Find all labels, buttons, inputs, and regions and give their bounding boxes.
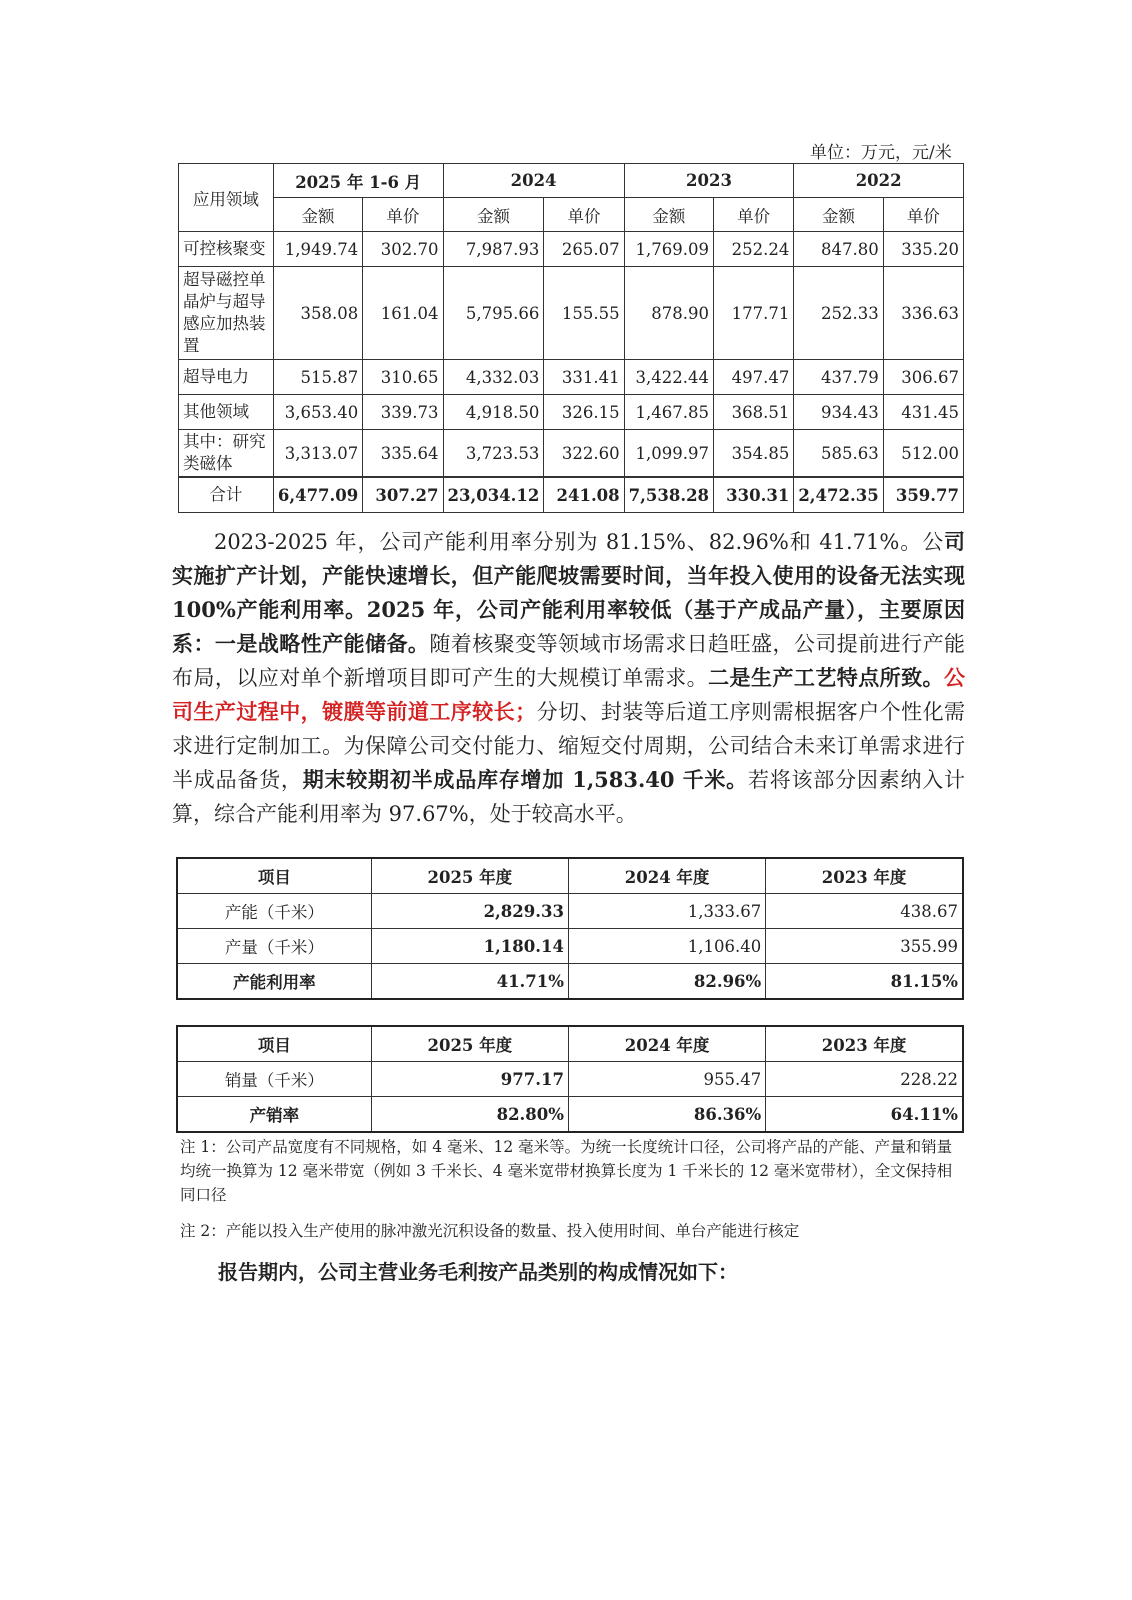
value-cell: 3,723.53 (443, 430, 544, 478)
para-text: 分切、封装等后道工序则需根据客户个性化需求进行定制加工。为保障公司交付能力、缩短交付周期，公司结合未来订单需求进行半成品备货， (172, 700, 966, 792)
value-cell: 4,332.03 (443, 360, 544, 395)
table-header: 2025 年度 (371, 858, 568, 894)
table-row (177, 1097, 963, 1133)
field-cell: 合计 (179, 477, 274, 513)
revenue-by-field-table (178, 163, 964, 513)
value-cell: 368.51 (714, 395, 794, 430)
note-1: 注 1：公司产品宽度有不同规格，如 4 毫米、12 毫米等。为统一长度统计口径，公司将产品的产能、产量和销量均统一换算为 12 毫米带宽（例如 3 千米长、4 毫米宽带材换算长度为 1 千米长的 12 毫米宽带材），全文保持相同口径 (180, 1138, 953, 1204)
table-header: 2023 年度 (766, 1026, 963, 1062)
value-cell: 331.41 (544, 360, 624, 395)
value-cell: 4,918.50 (443, 395, 544, 430)
value-cell: 515.87 (273, 360, 362, 395)
value-cell: 5,795.66 (443, 267, 544, 360)
label-cell: 产能利用率 (177, 964, 371, 1000)
value-cell: 438.67 (766, 894, 963, 929)
unit-label: 单位：万元，元/米 (810, 143, 952, 163)
field-cell: 其他领域 (179, 395, 274, 430)
value-cell: 1,099.97 (624, 430, 713, 478)
period-header: 2023 (624, 164, 794, 198)
value-cell: 82.96% (568, 964, 765, 1000)
value-cell: 335.64 (363, 430, 443, 478)
value-cell: 6,477.09 (273, 477, 362, 513)
value-cell: 497.47 (714, 360, 794, 395)
value-cell: 878.90 (624, 267, 713, 360)
period-header: 2024 (443, 164, 624, 198)
period-header: 2022 (794, 164, 964, 198)
value-cell: 81.15% (766, 964, 963, 1000)
value-cell: 585.63 (794, 430, 883, 478)
value-cell: 437.79 (794, 360, 883, 395)
para-text: 若将该部分因素纳入计算，综合产能利用率为 97.67%，处于较高水平。 (172, 768, 966, 826)
field-header: 应用领域 (179, 164, 274, 232)
value-cell: 310.65 (363, 360, 443, 395)
value-cell: 1,949.74 (273, 232, 362, 267)
capacity-utilization-paragraph (172, 525, 965, 831)
value-cell: 241.08 (544, 477, 624, 513)
value-cell: 1,333.67 (568, 894, 765, 929)
value-cell: 64.11% (766, 1097, 963, 1133)
value-cell: 228.22 (766, 1062, 963, 1097)
value-cell: 265.07 (544, 232, 624, 267)
value-cell: 7,987.93 (443, 232, 544, 267)
label-cell: 产销率 (177, 1097, 371, 1133)
label-cell: 产量（千米） (177, 929, 371, 964)
value-cell: 41.71% (371, 964, 568, 1000)
value-cell: 3,422.44 (624, 360, 713, 395)
amount-header: 金额 (624, 198, 713, 232)
amount-header: 金额 (443, 198, 544, 232)
value-cell: 1,769.09 (624, 232, 713, 267)
table-header: 2023 年度 (766, 858, 963, 894)
table-row (177, 929, 963, 964)
para-text: 2023-2025 年，公司产能利用率分别为 81.15%、82.96%和 41.71%。公 (214, 530, 944, 554)
value-cell: 512.00 (883, 430, 963, 478)
sales-table (176, 1025, 964, 1133)
price-header: 单价 (544, 198, 624, 232)
para-highlight-text: 公司生产过程中，镀膜等前道工序较长； (172, 665, 965, 724)
value-cell: 3,313.07 (273, 430, 362, 478)
table-row (177, 1062, 963, 1097)
value-cell: 335.20 (883, 232, 963, 267)
price-header: 单价 (714, 198, 794, 232)
capacity-table (176, 857, 964, 1000)
value-cell: 2,829.33 (371, 894, 568, 929)
closing-sentence: 报告期内，公司主营业务毛利按产品类别的构成情况如下： (218, 1260, 738, 1284)
value-cell: 431.45 (883, 395, 963, 430)
value-cell: 86.36% (568, 1097, 765, 1133)
value-cell: 306.67 (883, 360, 963, 395)
value-cell: 2,472.35 (794, 477, 883, 513)
note-2: 注 2：产能以投入生产使用的脉冲激光沉积设备的数量、投入使用时间、单台产能进行核定 (180, 1222, 800, 1240)
value-cell: 359.77 (883, 477, 963, 513)
table-row (179, 430, 964, 478)
value-cell: 1,467.85 (624, 395, 713, 430)
value-cell: 1,106.40 (568, 929, 765, 964)
table-header: 2024 年度 (568, 858, 765, 894)
table-row (179, 232, 964, 267)
para-bold-text: 司实施扩产计划，产能快速增长，但产能爬坡需要时间，当年投入使用的设备无法实现 100%产能利用率。2025 年，公司产能利用率较低（基于产成品产量），主要原因系：一是战略性产能储备。 (172, 529, 965, 656)
value-cell: 23,034.12 (443, 477, 544, 513)
period-header: 2025 年 1-6 月 (273, 164, 443, 198)
para-bold-text: 期末较期初半成品库存增加 1,583.40 千米。 (302, 767, 748, 792)
value-cell: 307.27 (363, 477, 443, 513)
para-text: 随着核聚变等领域市场需求日趋旺盛，公司提前进行产能布局，以应对单个新增项目即可产生的大规模订单需求。 (172, 632, 966, 690)
field-cell: 其中：研究类磁体 (179, 430, 274, 478)
value-cell: 336.63 (883, 267, 963, 360)
value-cell: 934.43 (794, 395, 883, 430)
value-cell: 155.55 (544, 267, 624, 360)
value-cell: 955.47 (568, 1062, 765, 1097)
value-cell: 82.80% (371, 1097, 568, 1133)
table-header: 2025 年度 (371, 1026, 568, 1062)
table-header: 项目 (177, 1026, 371, 1062)
field-cell: 可控核聚变 (179, 232, 274, 267)
table-row (179, 360, 964, 395)
table-header: 2024 年度 (568, 1026, 765, 1062)
value-cell: 322.60 (544, 430, 624, 478)
value-cell: 1,180.14 (371, 929, 568, 964)
value-cell: 358.08 (273, 267, 362, 360)
value-cell: 339.73 (363, 395, 443, 430)
table-header: 项目 (177, 858, 371, 894)
table-row (177, 894, 963, 929)
field-cell: 超导磁控单晶炉与超导感应加热装置 (179, 267, 274, 360)
para-bold-text: 二是生产工艺特点所致。 (708, 665, 944, 690)
amount-header: 金额 (794, 198, 883, 232)
table-row (179, 267, 964, 360)
table-row (179, 395, 964, 430)
amount-header: 金额 (273, 198, 362, 232)
table-row (177, 964, 963, 1000)
price-header: 单价 (363, 198, 443, 232)
value-cell: 7,538.28 (624, 477, 713, 513)
value-cell: 355.99 (766, 929, 963, 964)
value-cell: 177.71 (714, 267, 794, 360)
price-header: 单价 (883, 198, 963, 232)
label-cell: 销量（千米） (177, 1062, 371, 1097)
value-cell: 330.31 (714, 477, 794, 513)
total-row (179, 477, 964, 513)
field-cell: 超导电力 (179, 360, 274, 395)
value-cell: 977.17 (371, 1062, 568, 1097)
value-cell: 3,653.40 (273, 395, 362, 430)
value-cell: 302.70 (363, 232, 443, 267)
value-cell: 326.15 (544, 395, 624, 430)
value-cell: 354.85 (714, 430, 794, 478)
label-cell: 产能（千米） (177, 894, 371, 929)
value-cell: 252.33 (794, 267, 883, 360)
value-cell: 847.80 (794, 232, 883, 267)
value-cell: 252.24 (714, 232, 794, 267)
value-cell: 161.04 (363, 267, 443, 360)
